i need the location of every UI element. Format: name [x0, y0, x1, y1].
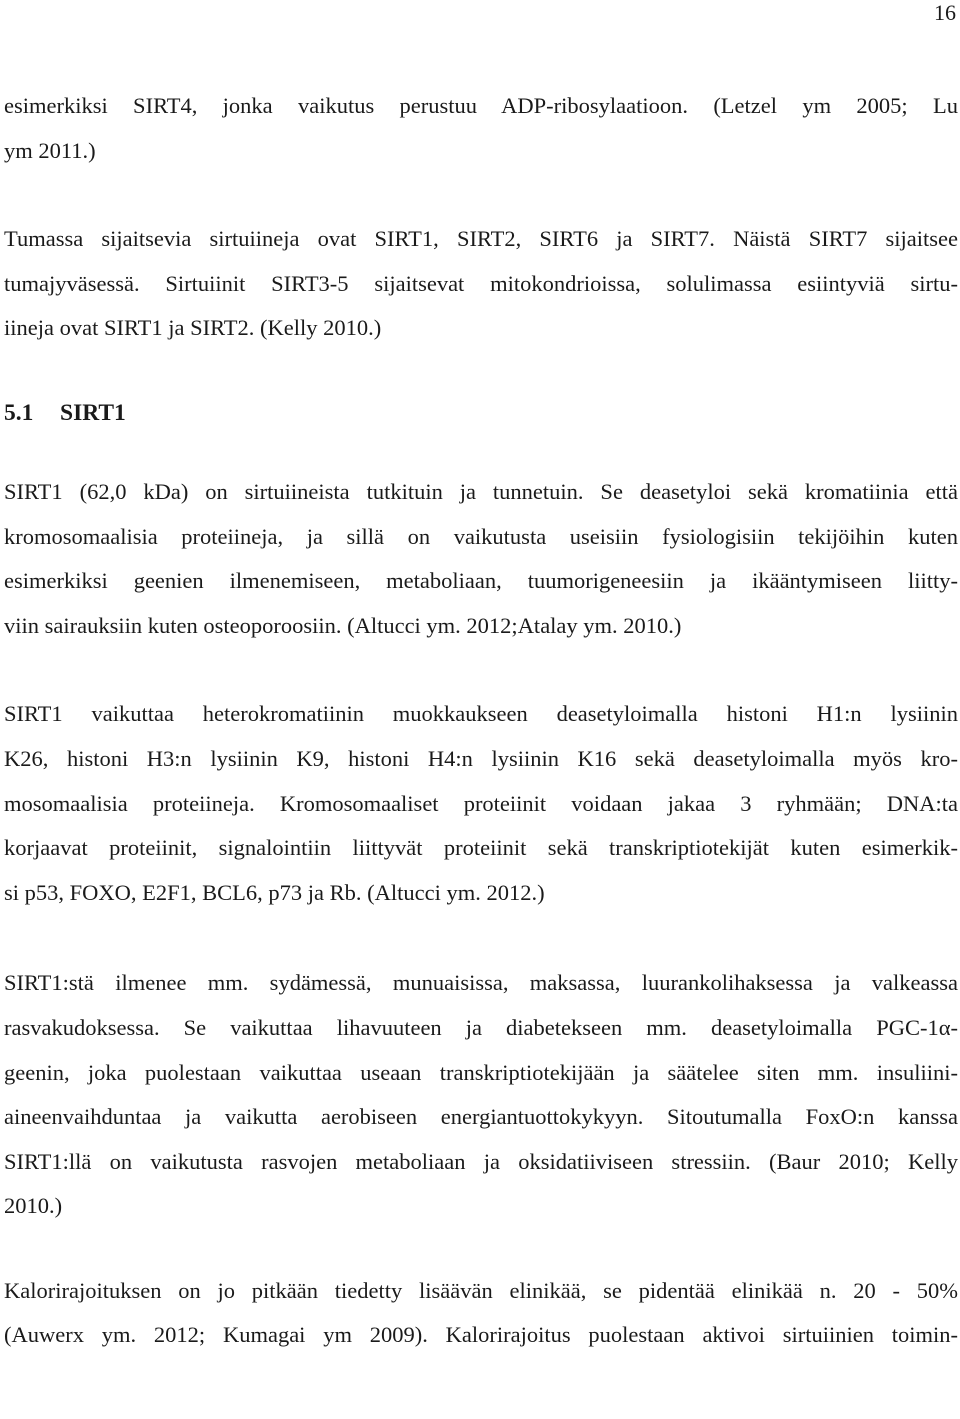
text-line: esimerkiksi SIRT4, jonka vaikutus perustuu ADP-ribosylaatioon. (Letzel ym 2005; Lu — [4, 93, 958, 118]
paragraph-5 — [4, 1269, 958, 1358]
text-line: rasvakudoksessa. Se vaikuttaa lihavuuteen ja diabetekseen mm. deasetyloimalla PGC-1α- — [4, 1014, 958, 1040]
text-line: SIRT1 vaikuttaa heterokromatiinin muokkaukseen deasetyloimalla histoni H1:n lysiinin — [4, 701, 958, 727]
text-line: K26, histoni H3:n lysiinin K9, histoni H4:n lysiinin K16 sekä deasetyloimalla myös kro- — [4, 745, 958, 771]
text-line: aineenvaihduntaa ja vaikutta aerobiseen energiantuottokykyyn. Sitoutumalla FoxO:n kanssa — [4, 1104, 958, 1130]
section-heading — [4, 391, 958, 435]
text-line: kromosomaalisia proteiineja, ja sillä on vaikutusta useisiin fysiologisiin tekijöihin kuten — [4, 523, 958, 549]
page-number: 16 — [934, 0, 956, 25]
text-line: 2010.) — [4, 1193, 63, 1219]
paragraph-3 — [4, 692, 958, 915]
paragraph-1 — [4, 217, 958, 351]
text-line: esimerkiksi geenien ilmenemiseen, metaboliaan, tuumorigeneesiin ja ikääntymiseen liitty- — [4, 568, 958, 594]
paragraph-4 — [4, 961, 958, 1229]
text-line: ym 2011.) — [4, 137, 96, 163]
text-line: viin sairauksiin kuten osteoporoosiin. (Altucci ym. 2012;Atalay ym. 2010.) — [4, 612, 682, 638]
text-line: SIRT1:stä ilmenee mm. sydämessä, munuaisissa, maksassa, luurankolihaksessa ja valkeassa — [4, 970, 958, 996]
text-line: korjaavat proteiinit, signalointiin liittyvät proteiinit sekä transkriptiotekijät kuten esimerkik- — [4, 835, 958, 861]
paragraph-0 — [4, 84, 958, 173]
text-line: (Auwerx ym. 2012; Kumagai ym 2009). Kalorirajoitus puolestaan aktivoi sirtuiinien toimin- — [4, 1322, 958, 1348]
section-number: 5.1 — [4, 399, 34, 426]
section-title: SIRT1 — [60, 399, 126, 426]
text-line: SIRT1:llä on vaikutusta rasvojen metaboliaan ja oksidatiiviseen stressiin. (Baur 2010; Kelly — [4, 1148, 958, 1174]
text-line: Kalorirajoituksen on jo pitkään tiedetty lisäävän elinikää, se pidentää elinikää n. 20 - 50% — [4, 1277, 958, 1303]
text-line: si p53, FOXO, E2F1, BCL6, p73 ja Rb. (Altucci ym. 2012.) — [4, 879, 545, 905]
text-line: geenin, joka puolestaan vaikuttaa useaan transkriptiotekijään ja säätelee siten mm. insuliini- — [4, 1059, 958, 1085]
document-body — [4, 84, 958, 1358]
text-line: Tumassa sijaitsevia sirtuiineja ovat SIRT1, SIRT2, SIRT6 ja SIRT7. Näistä SIRT7 sijaitsee — [4, 226, 958, 252]
text-line: tumajyväsessä. Sirtuiinit SIRT3-5 sijaitsevat mitokondrioissa, solulimassa esiintyviä sirtu- — [4, 270, 958, 296]
text-line: mosomaalisia proteiineja. Kromosomaaliset proteiinit voidaan jakaa 3 ryhmään; DNA:ta — [4, 790, 958, 816]
text-line: iineja ovat SIRT1 ja SIRT2. (Kelly 2010.) — [4, 315, 382, 341]
text-line: SIRT1 (62,0 kDa) on sirtuiineista tutkituin ja tunnetuin. Se deasetyloi sekä kromatiinia että — [4, 478, 958, 504]
paragraph-2 — [4, 470, 958, 648]
